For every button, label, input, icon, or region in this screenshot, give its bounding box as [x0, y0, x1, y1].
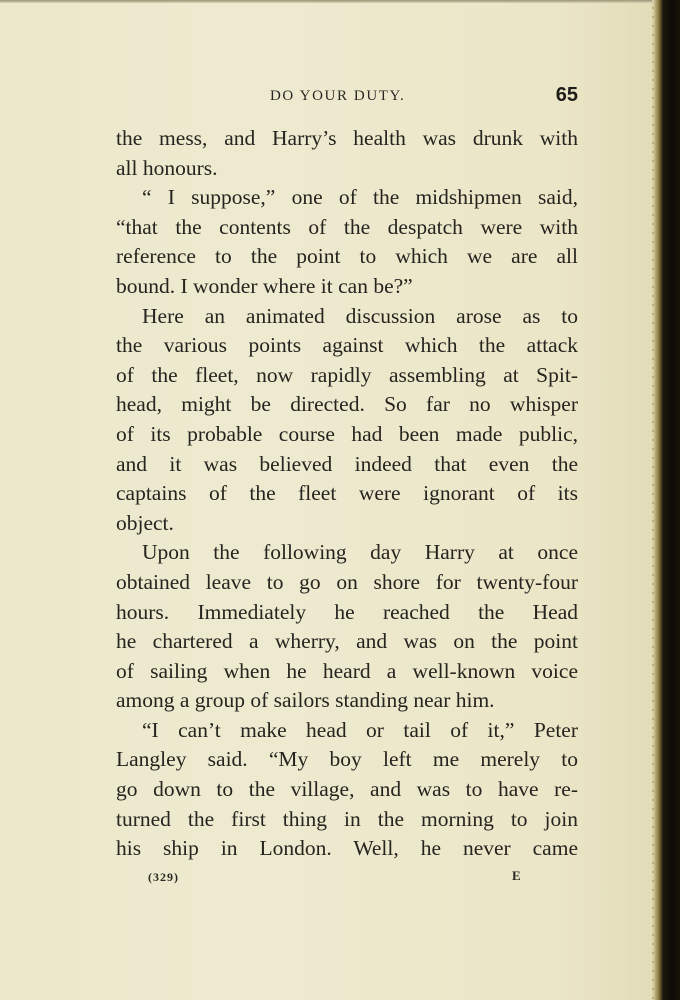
text-line: Langley said. “My boy left me merely to — [116, 747, 578, 772]
page-top-edge — [0, 0, 654, 3]
text-line: the various points against which the attack — [116, 333, 578, 358]
text-line: obtained leave to go on shore for twenty-four — [116, 569, 578, 594]
text-line: of its probable course had been made public, — [116, 421, 578, 446]
text-line: “I can’t make head or tail of it,” Peter — [142, 717, 578, 742]
text-line: turned the first thing in the morning to join — [116, 806, 578, 831]
running-title: DO YOUR DUTY. — [270, 88, 406, 104]
text-line: reference to the point to which we are all — [116, 244, 578, 269]
body-text — [116, 124, 578, 864]
text-line: of sailing when he heard a well-known voice — [116, 658, 578, 683]
text-line: of the fleet, now rapidly assembling at Spit- — [116, 362, 578, 387]
running-head — [116, 86, 578, 110]
text-line: hours. Immediately he reached the Head — [116, 599, 578, 624]
text-line: Here an animated discussion arose as to — [142, 303, 578, 328]
printer-signature-number: (329) — [148, 870, 179, 884]
text-line: head, might be directed. So far no whisper — [116, 392, 578, 417]
text-line: go down to the village, and was to have re- — [116, 777, 578, 802]
text-line: all honours. — [116, 155, 218, 180]
text-line: object. — [116, 510, 174, 535]
book-spine — [654, 0, 680, 1000]
text-line: the mess, and Harry’s health was drunk with — [116, 126, 578, 150]
text-line: captains of the fleet were ignorant of its — [116, 481, 578, 506]
text-line: “that the contents of the despatch were with — [116, 214, 578, 239]
text-line: he chartered a wherry, and was on the point — [116, 629, 578, 654]
text-line: “ I suppose,” one of the midshipmen said, — [142, 185, 578, 210]
text-line: his ship in London. Well, he never came — [116, 836, 578, 861]
text-line: among a group of sailors standing near him. — [116, 688, 495, 713]
text-line: and it was believed indeed that even the — [116, 451, 578, 476]
text-line: Upon the following day Harry at once — [142, 540, 578, 565]
text-line: bound. I wonder where it can be?” — [116, 273, 413, 298]
page-number: 65 — [555, 84, 578, 106]
printer-signature-letter: E — [512, 868, 521, 883]
